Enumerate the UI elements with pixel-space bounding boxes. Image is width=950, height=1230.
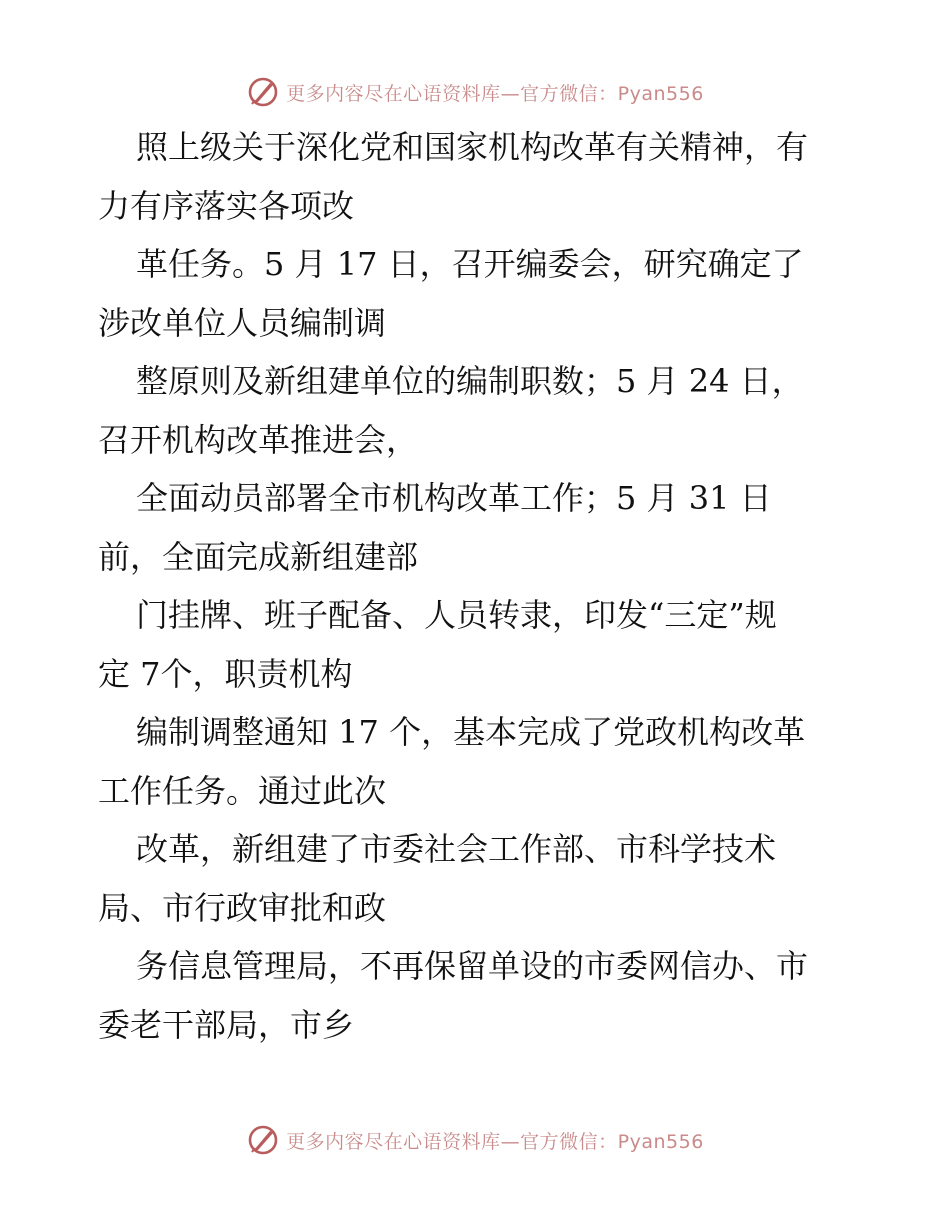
text-line: 工作任务。通过此次 — [98, 771, 387, 810]
text-line: 定 7个，职责机构 — [98, 654, 353, 693]
text-line: 门挂牌、班子配备、人员转隶，印发“三定”规 — [136, 596, 777, 634]
text-line: 涉改单位人员编制调 — [98, 303, 387, 342]
text-line: 前，全面完成新组建部 — [98, 537, 419, 576]
text-line: 照上级关于深化党和国家机构改革有关精神，有 — [136, 128, 809, 166]
text-line: 务信息管理局，不再保留单设的市委网信办、市 — [136, 947, 809, 985]
text-line: 整原则及新组建单位的编制职数；5 月 24 日， — [136, 362, 804, 400]
text-line: 力有序落实各项改 — [98, 186, 355, 225]
text-line: 改革，新组建了市委社会工作部、市科学技术 — [136, 830, 777, 868]
text-line: 委老干部局，市乡 — [98, 1005, 355, 1044]
watermark-text: 更多内容尽在心语资料库—官方微信：Pyan556 — [286, 82, 704, 105]
quill-pen-circle-icon — [246, 1123, 280, 1157]
text-line: 召开机构改革推进会， — [98, 420, 419, 459]
text-line: 局、市行政审批和政 — [98, 888, 387, 927]
watermark-text: 更多内容尽在心语资料库—官方微信：Pyan556 — [286, 1130, 704, 1153]
text-line: 编制调整通知 17 个，基本完成了党政机构改革 — [136, 713, 806, 751]
text-line: 全面动员部署全市机构改革工作；5 月 31 日 — [136, 479, 772, 517]
footer-watermark — [0, 1120, 950, 1160]
quill-pen-circle-icon — [246, 75, 280, 109]
header-watermark — [0, 72, 950, 112]
text-line: 革任务。5 月 17 日，召开编委会，研究确定了 — [136, 245, 804, 283]
document-body — [98, 118, 878, 1054]
